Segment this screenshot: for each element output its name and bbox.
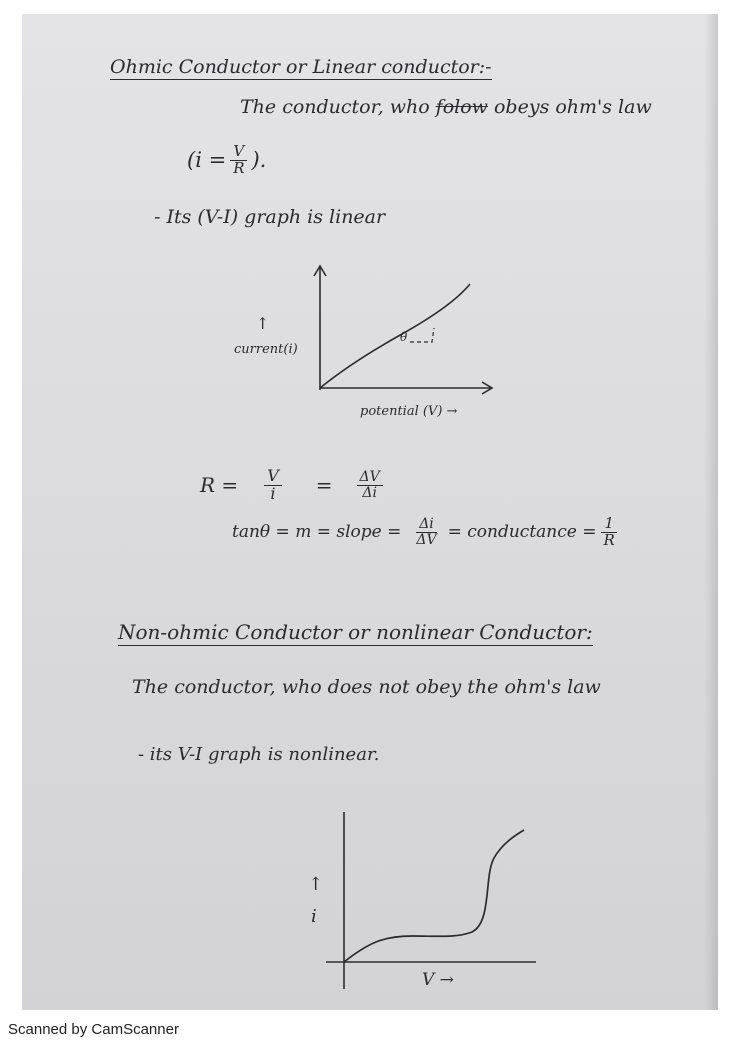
ohmic-heading: Ohmic Conductor or Linear conductor:- xyxy=(110,56,492,78)
one-over-r-num: 1 xyxy=(601,516,617,533)
nonohmic-heading: Non-ohmic Conductor or nonlinear Conductor: xyxy=(118,620,593,644)
ohmic-graph-note: - Its (V-I) graph is linear xyxy=(154,206,386,228)
ohms-law-formula xyxy=(187,144,266,177)
v-over-i-num: V xyxy=(264,468,282,486)
nonlinear-i-label: i xyxy=(311,906,317,927)
current-axis-label: current(i) xyxy=(234,342,298,357)
one-over-r xyxy=(600,516,617,549)
linear-vi-curve xyxy=(320,284,470,388)
angle-mark xyxy=(410,328,434,342)
nonlinear-up-arrow: ↑ xyxy=(308,874,324,895)
law-numerator: V xyxy=(230,144,247,161)
potential-axis-label: potential (V) → xyxy=(360,404,458,419)
ohmic-definition xyxy=(240,96,652,118)
theta-label: θ xyxy=(400,330,408,344)
conductance-text: = conductance = xyxy=(447,522,597,543)
di-over-dv-den: ΔV xyxy=(416,531,437,548)
law-prefix: (i = xyxy=(187,148,227,173)
current-up-arrow: ↑ xyxy=(256,314,270,333)
scanned-page xyxy=(22,14,718,1010)
linear-vi-graph xyxy=(292,262,502,392)
resistance-equals: = xyxy=(315,473,333,498)
definition-end: obeys ohm's law xyxy=(493,96,652,118)
nonlinear-vi-curve xyxy=(344,830,524,962)
dv-over-di xyxy=(357,470,383,500)
nonohmic-graph-note: - its V-I graph is nonlinear. xyxy=(138,744,380,765)
v-over-i xyxy=(264,468,282,503)
resistance-lhs: R = xyxy=(200,473,239,498)
nonlinear-v-label: V → xyxy=(422,970,454,990)
law-fraction xyxy=(230,144,247,177)
nonohmic-definition: The conductor, who does not obey the ohm's law xyxy=(132,676,601,698)
dv-over-di-den: Δi xyxy=(362,484,377,501)
slope-lhs: tanθ = m = slope = xyxy=(232,522,402,543)
law-denominator: R xyxy=(233,158,245,177)
v-over-i-den: i xyxy=(270,483,276,503)
dv-over-di-num: ΔV xyxy=(357,470,383,486)
one-over-r-den: R xyxy=(603,530,615,549)
nonlinear-vi-graph xyxy=(322,804,542,994)
scanner-watermark: Scanned by CamScanner xyxy=(8,1021,179,1038)
page-edge-shadow xyxy=(704,14,718,1010)
definition-start: The conductor, who xyxy=(240,96,430,118)
slope-equation xyxy=(232,516,622,549)
di-over-dv xyxy=(413,517,439,547)
di-over-dv-num: Δi xyxy=(416,517,437,533)
law-suffix: ). xyxy=(251,148,267,173)
struck-word: folow xyxy=(435,96,488,118)
resistance-equation xyxy=(200,468,387,503)
